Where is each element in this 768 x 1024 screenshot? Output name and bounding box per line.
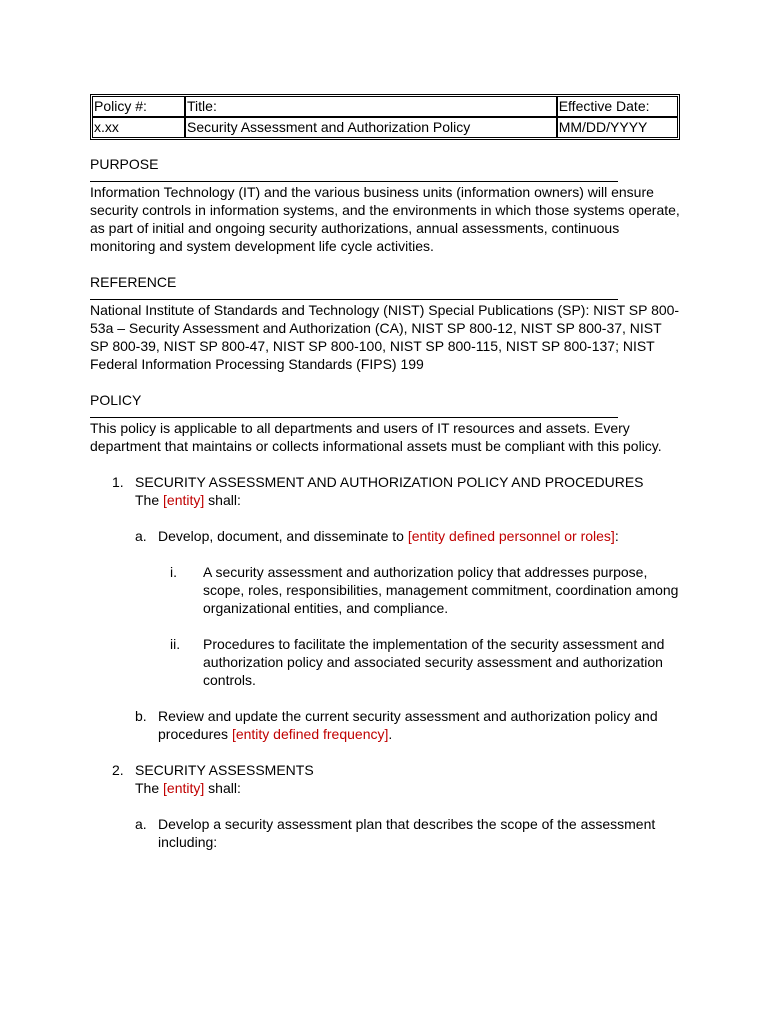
entity-placeholder: [entity]	[163, 780, 205, 796]
title-label: Title:	[185, 96, 557, 117]
purpose-section	[90, 155, 680, 255]
shall-prefix: The	[135, 780, 164, 796]
section-1-number: 1.	[112, 474, 124, 490]
section-2a	[90, 815, 680, 851]
section-1a-text	[158, 527, 680, 545]
reference-heading: REFERENCE	[90, 274, 177, 290]
policy-header-table	[90, 94, 680, 140]
policy-number-value: x.xx	[92, 117, 185, 138]
header-label-row	[92, 96, 678, 117]
section-1-shall	[135, 491, 680, 509]
item-text-suffix: .	[388, 726, 393, 742]
purpose-heading: PURPOSE	[90, 156, 159, 172]
section-1b-letter: b.	[135, 708, 147, 724]
purpose-rule	[90, 173, 618, 182]
entity-placeholder: [entity]	[163, 492, 205, 508]
policy-section	[90, 391, 680, 455]
item-text: Review and update the current security assessment and authorization policy and procedures	[158, 708, 658, 742]
section-1a	[90, 527, 680, 545]
shall-prefix: The	[135, 492, 164, 508]
section-1-title: SECURITY ASSESSMENT AND AUTHORIZATION POLICY AND PROCEDURES	[135, 474, 644, 490]
policy-heading: POLICY	[90, 392, 142, 408]
header-value-row	[92, 117, 678, 138]
policy-text: This policy is applicable to all departments and users of IT resources and assets. Every department that maintains or collects informational assets must be compliant with this policy.	[90, 420, 662, 454]
shall-suffix: shall:	[204, 780, 241, 796]
section-1a-i-text: A security assessment and authorization policy that addresses purpose, scope, roles, responsibilities, management commitment, coordination among organizational entities, and compliance.	[203, 564, 679, 616]
section-1a-ii-text: Procedures to facilitate the implementation of the security assessment and authorization policy and associated security assessment and authorization controls.	[203, 636, 665, 688]
section-1b	[90, 707, 680, 743]
item-text-suffix: :	[614, 528, 619, 544]
section-1b-text	[158, 707, 680, 743]
section-1a-ii	[90, 635, 680, 689]
reference-section	[90, 273, 680, 373]
section-1a-i	[90, 563, 680, 617]
section-2-number: 2.	[112, 762, 124, 778]
item-text: Develop, document, and disseminate to	[158, 528, 408, 544]
purpose-text: Information Technology (IT) and the various business units (information owners) will ensure security controls in information systems, and the environments in which those systems operate, as part of initial and ongoing security authorizations, annual assessments, continuous monitoring and system development life cycle activities.	[90, 184, 680, 254]
policy-number-label: Policy #:	[92, 96, 185, 117]
section-2-shall	[135, 779, 680, 797]
section-1a-letter: a.	[135, 528, 147, 544]
shall-suffix: shall:	[204, 492, 241, 508]
section-2a-text: Develop a security assessment plan that describes the scope of the assessment including:	[158, 816, 656, 850]
policy-rule	[90, 409, 618, 418]
reference-rule	[90, 291, 618, 300]
effective-date-value: MM/DD/YYYY	[557, 117, 678, 138]
effective-date-label: Effective Date:	[557, 96, 678, 117]
personnel-placeholder: [entity defined personnel or roles]	[407, 528, 615, 544]
title-value: Security Assessment and Authorization Policy	[185, 117, 557, 138]
section-1a-i-numeral: i.	[170, 564, 177, 580]
section-2-title: SECURITY ASSESSMENTS	[135, 762, 314, 778]
section-2	[90, 761, 680, 797]
reference-text: National Institute of Standards and Technology (NIST) Special Publications (SP): NIST SP 800-53a – Security Assessment and Authorization (CA), NIST SP 800-12, NIST SP 800-37, NIST SP 800-39, NIST SP 800-47, NIST SP 800-100, NIST SP 800-115, NIST SP 800-137; NIST Federal Information Processing Standards (FIPS) 199	[90, 302, 680, 372]
section-1	[90, 473, 680, 509]
section-1a-ii-numeral: ii.	[170, 636, 181, 652]
section-2a-letter: a.	[135, 816, 147, 832]
document-page	[90, 94, 680, 851]
frequency-placeholder: [entity defined frequency]	[231, 726, 389, 742]
